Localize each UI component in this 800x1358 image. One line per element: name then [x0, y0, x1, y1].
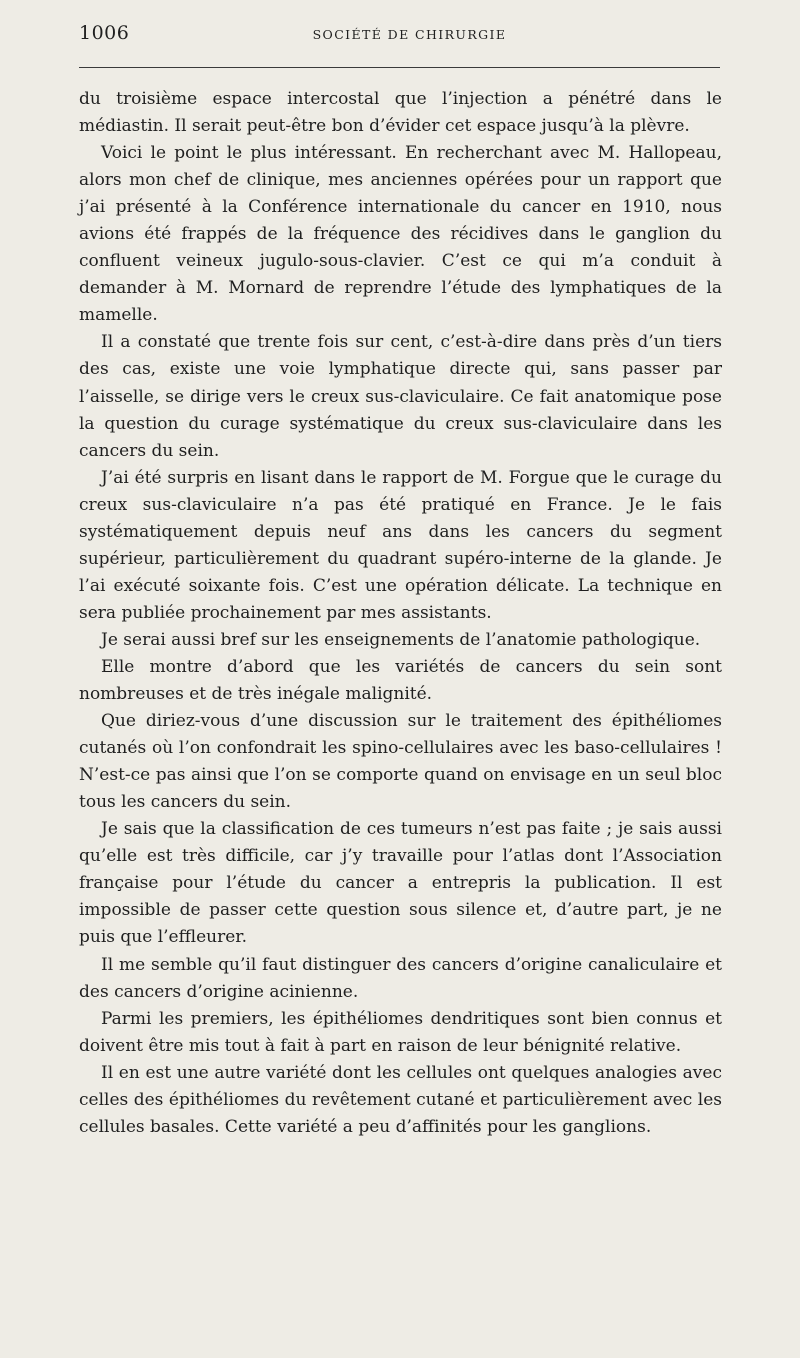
paragraph: Parmi les premiers, les épithéliomes dendritiques sont bien connus et doivent être mis tout à fait à part en raison de leur bénignité relative.	[79, 1008, 722, 1056]
running-head: SOCIÉTÉ DE CHIRURGIE	[312, 27, 507, 42]
page-number: 1006	[79, 22, 130, 44]
paragraph: Il a constaté que trente fois sur cent, c’est-à-dire dans près d’un tiers des cas, existe une voie lymphatique directe qui, sans passer par l’aisselle, se dirige vers le creux sus-claviculaire. Ce fait anatomique pose la question du curage systématique du creux sus-claviculaire dans les cancers du sein.	[79, 332, 722, 461]
paragraph: Voici le point le plus intéressant. En recherchant avec M. Hallopeau, alors mon chef de clinique, mes anciennes opérées pour un rapport que j’ai présenté à la Conférence internationale du cancer en 1910, nous avions été frappés de la fréquence des récidives dans le ganglion du confluent veineux jugulo-sous-clavier. C’est ce qui m’a conduit à demander à M. Mornard de reprendre l’étude des lymphatiques de la mamelle.	[79, 143, 722, 326]
paragraph: Il me semble qu’il faut distinguer des cancers d’origine canaliculaire et des cancers d’origine acinienne.	[79, 954, 722, 1002]
paragraph: Je serai aussi bref sur les enseignements de l’anatomie pathologique.	[101, 629, 701, 650]
paragraph: Elle montre d’abord que les variétés de cancers du sein sont nombreuses et de très inégale malignité.	[79, 656, 722, 705]
paragraph: Il en est une autre variété dont les cellules ont quelques analogies avec celles des épithéliomes du revêtement cutané et particulièrement avec les cellules basales. Cette variété a peu d’affinités pour les ganglions.	[79, 1062, 722, 1137]
page-header	[79, 22, 720, 52]
paragraph: du troisième espace intercostal que l’injection a pénétré dans le médiastin. Il serait peut-être bon d’évider cet espace jusqu’à la plèvre.	[79, 89, 722, 137]
header-rule	[79, 67, 720, 68]
paragraph: J’ai été surpris en lisant dans le rapport de M. Forgue que le curage du creux sus-claviculaire n’a pas été pratiqué en France. Je le fais systématiquement depuis neuf ans dans les cancers du segment supérieur, particulièrement du quadrant supéro-interne de la glande. Je l’ai exécuté soixante fois. C’est une opération délicate. La technique en sera publiée prochainement par mes assistants.	[79, 467, 722, 623]
body-text	[79, 86, 722, 1141]
paragraph: Je sais que la classification de ces tumeurs n’est pas faite ; je sais aussi qu’elle est très difficile, car j’y travaille pour l’atlas dont l’Association française pour l’étude du cancer a entrepris la publication. Il est impossible de passer cette question sous silence et, d’autre part, je ne puis que l’effleurer.	[79, 819, 722, 948]
paragraph: Que diriez-vous d’une discussion sur le traitement des épithéliomes cutanés où l’on confondrait les spino-cellulaires avec les baso-cellulaires ! N’est-ce pas ainsi que l’on se comporte quand on envisage en un seul bloc tous les cancers du sein.	[79, 711, 722, 813]
